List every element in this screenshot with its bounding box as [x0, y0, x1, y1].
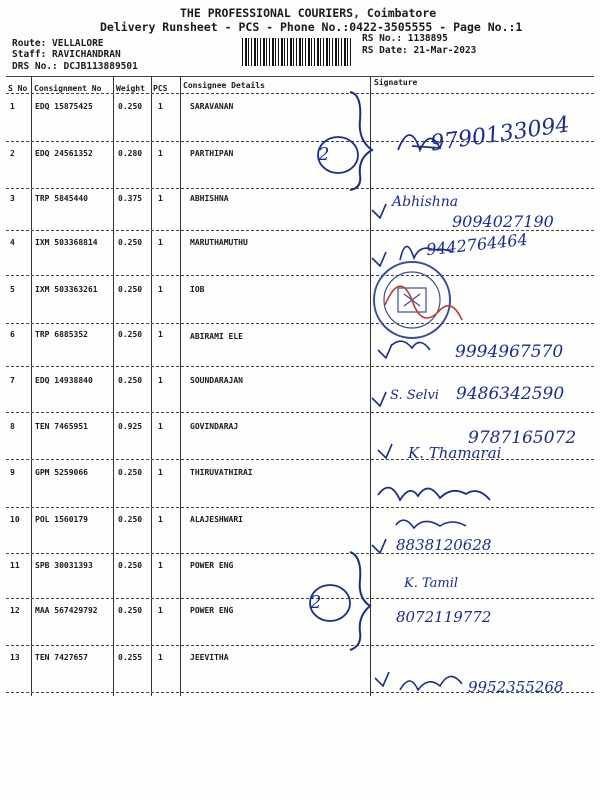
row-consignment: TRP 5845440 [35, 194, 88, 203]
handwritten-phone: 9094027190 [452, 212, 554, 231]
handwritten-phone: 8838120628 [396, 536, 492, 554]
staff-label: Staff: RAVICHANDRAN [12, 49, 121, 60]
handwritten-name: Abhishna [392, 194, 459, 210]
row-pcs: 1 [158, 238, 163, 247]
row-sno: 13 [10, 653, 20, 662]
row-consignment: TRP 6885352 [35, 330, 88, 339]
row-sno: 1 [10, 102, 15, 111]
row-consignee: THIRUVATHIRAI [190, 468, 253, 477]
row-weight: 0.280 [118, 149, 143, 158]
col-header-consignment: Consignment No [34, 84, 102, 93]
row-sno: 3 [10, 194, 15, 203]
handwritten-name: K. Tamil [404, 576, 459, 591]
row-consignee: ABIRAMI ELE [190, 332, 243, 341]
row-weight: 0.250 [118, 102, 143, 111]
tick-mark [372, 252, 386, 266]
bank-stamp [374, 262, 462, 338]
handwritten-name: S. Selvi [390, 388, 439, 403]
row-sno: 8 [10, 422, 15, 431]
row-weight: 0.255 [118, 653, 143, 662]
row-consignee: GOVINDARAJ [190, 422, 239, 431]
row-pcs: 1 [158, 285, 163, 294]
handwritten-phone: 9486342590 [456, 384, 565, 404]
row-sno: 5 [10, 285, 15, 294]
row-sno: 12 [10, 606, 20, 615]
handwritten-phone: 9790133094 [428, 112, 572, 157]
row-consignment: MAA 567429792 [35, 606, 98, 615]
header-title: THE PROFESSIONAL COURIERS, Coimbatore [180, 6, 437, 20]
row-consignment: EDQ 14938840 [35, 376, 93, 385]
row-pcs: 1 [158, 376, 163, 385]
circled-number-text: 2 [318, 144, 330, 165]
bracket-mark [350, 92, 372, 190]
tick-mark [372, 539, 386, 553]
row-weight: 0.250 [118, 238, 143, 247]
row-sno: 2 [10, 149, 15, 158]
row-pcs: 1 [158, 422, 163, 431]
row-pcs: 1 [158, 561, 163, 570]
rs-number: RS No.: 1138895 [362, 33, 448, 44]
row-weight: 0.250 [118, 330, 143, 339]
handwritten-name: K. Thamarai [408, 444, 502, 462]
tick-mark [378, 444, 392, 458]
row-consignment: TEN 7427657 [35, 653, 88, 662]
col-header-consignee: Consignee Details [183, 81, 265, 90]
row-weight: 0.375 [118, 194, 143, 203]
row-consignment: SPB 30031393 [35, 561, 93, 570]
row-pcs: 1 [158, 194, 163, 203]
row-consignee: SOUNDARAJAN [190, 376, 243, 385]
signature-scribble [396, 520, 466, 528]
circled-number-text: 2 [310, 592, 322, 613]
row-consignment: EDQ 24561352 [35, 149, 93, 158]
row-pcs: 1 [158, 149, 163, 158]
col-header-signature: Signature [374, 78, 418, 87]
row-consignment: IXM 503368814 [35, 238, 98, 247]
row-consignee: PARTHIPAN [190, 149, 234, 158]
tick-mark [378, 344, 392, 358]
row-weight: 0.250 [118, 515, 143, 524]
signature-scribble [400, 676, 462, 690]
row-consignee: IOB [190, 285, 205, 294]
handwritten-phone: 9994967570 [455, 342, 564, 362]
tick-mark [375, 672, 389, 686]
row-pcs: 1 [158, 606, 163, 615]
row-sno: 11 [10, 561, 20, 570]
handwritten-phone: 9787165072 [468, 428, 577, 448]
row-pcs: 1 [158, 653, 163, 662]
row-sno: 4 [10, 238, 15, 247]
row-weight: 0.925 [118, 422, 143, 431]
route-label: Route: VELLALORE [12, 38, 104, 49]
row-weight: 0.250 [118, 376, 143, 385]
signature-scribble [378, 488, 490, 500]
row-weight: 0.250 [118, 561, 143, 570]
row-weight: 0.250 [118, 606, 143, 615]
tick-mark [372, 204, 386, 218]
tick-mark [372, 392, 386, 406]
row-sno: 7 [10, 376, 15, 385]
row-consignee: MARUTHAMUTHU [190, 238, 248, 247]
row-weight: 0.250 [118, 285, 143, 294]
row-sno: 6 [10, 330, 15, 339]
col-header-pcs: PCS [153, 84, 168, 93]
col-header-weight: Weight [116, 84, 145, 93]
row-consignee: ABHISHNA [190, 194, 229, 203]
signature-scribble [392, 341, 430, 350]
row-consignment: POL 1560179 [35, 515, 88, 524]
row-pcs: 1 [158, 515, 163, 524]
row-consignee: JEEVITHA [190, 653, 229, 662]
row-consignee: POWER ENG [190, 561, 234, 570]
bracket-mark [350, 552, 370, 650]
header-subtitle: Delivery Runsheet - PCS - Phone No.:0422-3505555 - Page No.:1 [100, 20, 523, 34]
row-weight: 0.250 [118, 468, 143, 477]
rs-date: RS Date: 21-Mar-2023 [362, 45, 477, 56]
row-pcs: 1 [158, 468, 163, 477]
handwritten-phone: 9952355268 [468, 678, 564, 696]
drs-label: DRS No.: DCJB113889501 [12, 61, 138, 72]
row-consignment: IXM 503363261 [35, 285, 98, 294]
row-consignee: SARAVANAN [190, 102, 234, 111]
row-pcs: 1 [158, 330, 163, 339]
row-consignee: POWER ENG [190, 606, 234, 615]
row-consignment: TEN 7465951 [35, 422, 88, 431]
row-sno: 10 [10, 515, 20, 524]
row-consignment: EDQ 15875425 [35, 102, 93, 111]
row-consignment: GPM 5259066 [35, 468, 88, 477]
row-sno: 9 [10, 468, 15, 477]
handwritten-phone: 9442764464 [425, 229, 529, 260]
row-consignee: ALAJESHWARI [190, 515, 243, 524]
row-pcs: 1 [158, 102, 163, 111]
col-header-sno: S No [8, 84, 28, 93]
handwritten-phone: 8072119772 [396, 608, 492, 626]
